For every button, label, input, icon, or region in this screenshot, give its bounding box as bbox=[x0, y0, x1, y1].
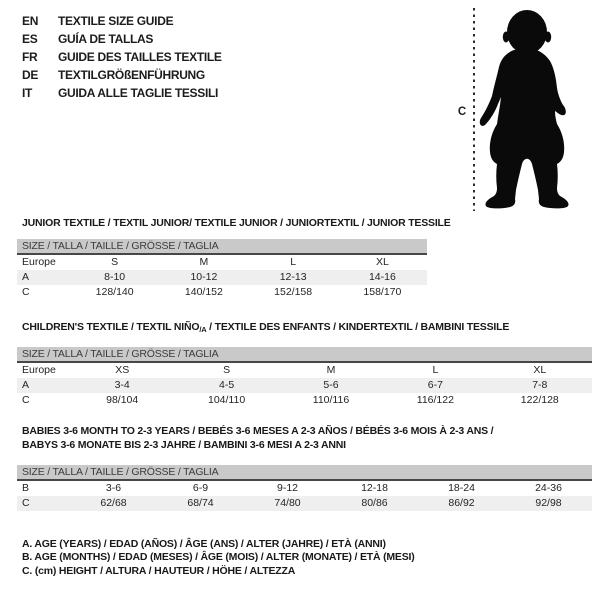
babies-title-line1: BABIES 3-6 MONTH TO 2-3 YEARS / BEBÉS 3-6 MESES A 2-3 AÑOS / BÉBÉS 3-6 MOIS À 2-3 ANS / bbox=[22, 425, 494, 437]
table-row bbox=[17, 496, 592, 511]
children-title-post: / TEXTILE DES ENFANTS / KINDERTEXTIL / BAMBINI TESSILE bbox=[206, 321, 510, 333]
table-row bbox=[17, 378, 592, 393]
cell: 5-6 bbox=[323, 379, 339, 391]
lang-label: GUÍA DE TALLAS bbox=[58, 32, 154, 46]
lang-code: FR bbox=[22, 50, 38, 64]
cell: 18-24 bbox=[448, 482, 475, 494]
cell: 116/122 bbox=[416, 394, 454, 406]
row-label: C bbox=[22, 394, 30, 406]
row-label: A bbox=[22, 379, 30, 391]
lang-label: GUIDA ALLE TAGLIE TESSILI bbox=[58, 86, 219, 100]
height-marker-label: C bbox=[457, 106, 467, 118]
cell: 104/110 bbox=[207, 394, 246, 406]
size-header-bar: SIZE / TALLA / TAILLE / GRÖSSE / TAGLIA bbox=[17, 347, 592, 362]
measurement-legend bbox=[22, 538, 415, 578]
table-row bbox=[17, 285, 427, 300]
lang-code: IT bbox=[22, 86, 33, 100]
cell: 9-12 bbox=[276, 482, 298, 494]
lang-code: EN bbox=[22, 14, 39, 28]
lang-row-de bbox=[22, 66, 222, 84]
cell: 62/68 bbox=[100, 497, 127, 509]
cell: 74/80 bbox=[274, 497, 301, 509]
lang-label: TEXTILE SIZE GUIDE bbox=[58, 14, 174, 28]
lang-code: ES bbox=[22, 32, 38, 46]
cell: 98/104 bbox=[106, 394, 139, 406]
cell: M bbox=[199, 256, 209, 268]
table-row bbox=[17, 270, 427, 285]
cell: 158/170 bbox=[363, 286, 402, 298]
cell: 7-8 bbox=[532, 379, 548, 391]
legend-line-b: B. AGE (MONTHS) / EDAD (MESES) / ÂGE (MOIS) / ALTER (MONATE) / ETÀ (MESI) bbox=[22, 551, 415, 564]
cell: 3-6 bbox=[105, 482, 122, 494]
cell: 3-4 bbox=[114, 379, 130, 391]
cell: XL bbox=[375, 256, 389, 268]
cell: 68/74 bbox=[187, 497, 214, 509]
cell: 12-18 bbox=[361, 482, 388, 494]
lang-row-fr bbox=[22, 48, 222, 66]
cell: 6-9 bbox=[192, 482, 209, 494]
table-row bbox=[17, 362, 592, 378]
cell: L bbox=[432, 364, 439, 376]
cell: 122/128 bbox=[520, 394, 559, 406]
row-label: B bbox=[22, 482, 30, 494]
cell: 80/86 bbox=[361, 497, 388, 509]
cell: 24-36 bbox=[535, 482, 562, 494]
children-section-title bbox=[22, 321, 509, 334]
lang-label: TEXTILGRÖßENFÜHRUNG bbox=[58, 68, 205, 82]
children-title-sub: /A bbox=[199, 325, 207, 334]
cell: 128/140 bbox=[95, 286, 134, 298]
table-row bbox=[17, 480, 592, 496]
cell: 152/158 bbox=[274, 286, 313, 298]
row-label: C bbox=[22, 497, 30, 509]
junior-size-table bbox=[17, 239, 427, 300]
cell: 8-10 bbox=[104, 271, 126, 283]
lang-row-en bbox=[22, 12, 222, 30]
cell: 10-12 bbox=[190, 271, 218, 283]
lang-row-es bbox=[22, 30, 222, 48]
cell: 92/98 bbox=[535, 497, 562, 509]
cell: S bbox=[223, 364, 231, 376]
cell: S bbox=[111, 256, 119, 268]
size-header-bar: SIZE / TALLA / TAILLE / GRÖSSE / TAGLIA bbox=[17, 465, 592, 480]
cell: 110/116 bbox=[312, 394, 350, 406]
row-label: A bbox=[22, 271, 30, 283]
row-label: Europe bbox=[22, 364, 56, 376]
cell: 86/92 bbox=[448, 497, 475, 509]
toddler-silhouette-figure bbox=[470, 0, 600, 212]
lang-code: DE bbox=[22, 68, 39, 82]
cell: L bbox=[290, 256, 297, 268]
cell: 140/152 bbox=[184, 286, 223, 298]
row-label: Europe bbox=[22, 256, 56, 268]
cell: XS bbox=[115, 364, 130, 376]
cell: 6-7 bbox=[427, 379, 443, 391]
children-title-pre: CHILDREN'S TEXTILE / TEXTIL NIÑO bbox=[22, 321, 200, 333]
babies-size-table bbox=[17, 465, 592, 511]
row-label: C bbox=[22, 286, 30, 298]
lang-label: GUIDE DES TAILLES TEXTILE bbox=[58, 50, 222, 64]
language-title-block bbox=[22, 12, 222, 102]
cell: M bbox=[326, 364, 336, 376]
cell: 12-13 bbox=[279, 271, 307, 283]
legend-line-c: C. (cm) HEIGHT / ALTURA / HAUTEUR / HÖHE / ALTEZZA bbox=[22, 564, 296, 577]
babies-title-line2: BABYS 3-6 MONATE BIS 2-3 JAHRE / BAMBINI 3-6 MESI A 2-3 ANNI bbox=[22, 438, 346, 451]
cell: 4-5 bbox=[218, 379, 235, 391]
cell: 14-16 bbox=[368, 271, 396, 283]
table-row bbox=[17, 254, 427, 270]
babies-section-title bbox=[22, 425, 582, 452]
junior-section-title: JUNIOR TEXTILE / TEXTIL JUNIOR/ TEXTILE JUNIOR / JUNIORTEXTIL / JUNIOR TESSILE bbox=[22, 217, 451, 229]
cell: XL bbox=[533, 364, 547, 376]
legend-line-a: A. AGE (YEARS) / EDAD (AÑOS) / ÂGE (ANS) / ALTER (JAHRE) / ETÀ (ANNI) bbox=[22, 538, 386, 550]
lang-row-it bbox=[22, 84, 222, 102]
table-row bbox=[17, 393, 592, 408]
toddler-silhouette-icon bbox=[470, 0, 600, 212]
size-header-bar: SIZE / TALLA / TAILLE / GRÖSSE / TAGLIA bbox=[17, 239, 427, 254]
children-size-table bbox=[17, 347, 592, 408]
